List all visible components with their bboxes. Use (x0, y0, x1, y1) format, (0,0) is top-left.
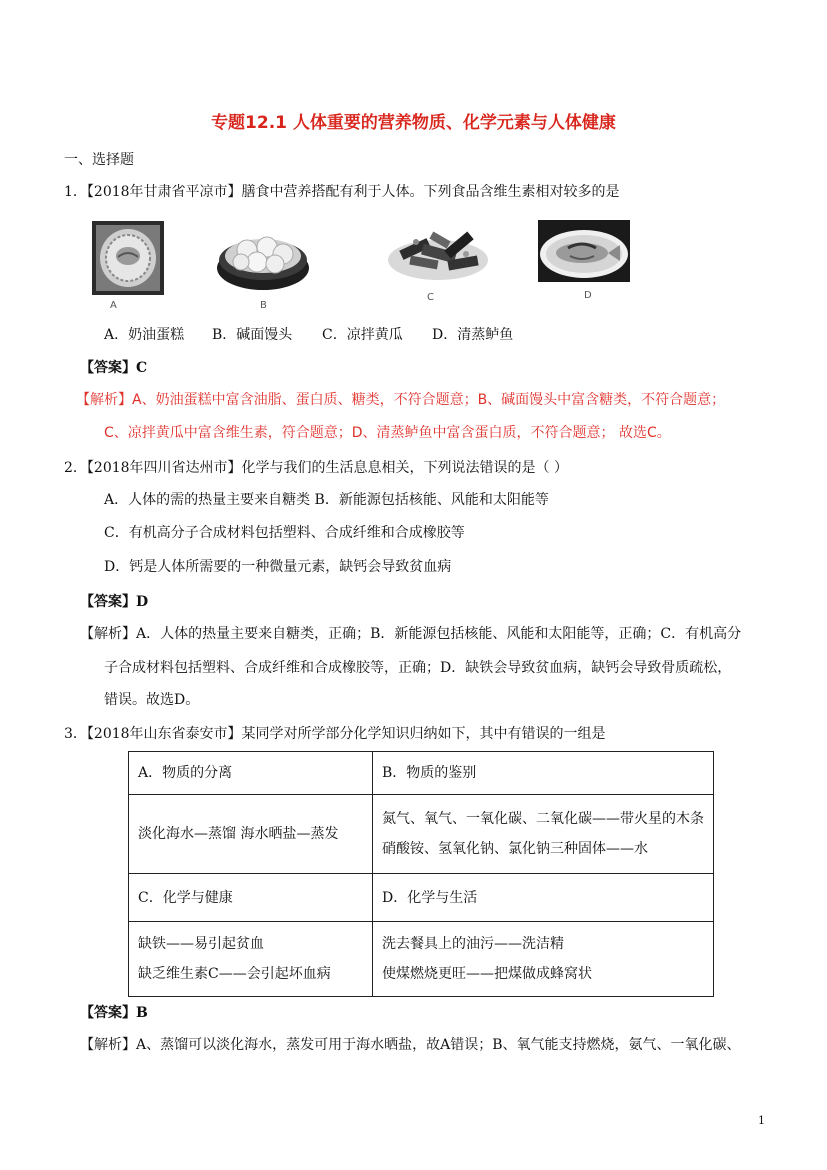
steamed-fish-image (538, 220, 630, 282)
q1-option-a: A．奶油蛋糕 (104, 327, 185, 343)
cell-c-body: 缺铁——易引起贫血 缺乏维生素C——会引起坏血病 (129, 922, 373, 997)
cucumber-salad-image (386, 226, 490, 284)
cell-a-head: A．物质的分离 (129, 752, 373, 795)
q1-analysis-line2: C、凉拌黄瓜中富含维生素，符合题意；D、清蒸鲈鱼中富含蛋白质，不符合题意； 故选C。 (104, 425, 671, 441)
q2-answer: 【答案】D (80, 594, 149, 610)
q3-stem: 3．【2018年山东省泰安市】某同学对所学部分化学知识归纳如下，其中有错误的一组是 (64, 726, 606, 742)
cell-d-body: 洗去餐具上的油污——洗洁精 使煤燃烧更旺——把煤做成蜂窝状 (373, 922, 714, 997)
q3-answer: 【答案】B (80, 1005, 148, 1021)
image-label-a: A (110, 300, 117, 311)
cell-b-body: 氮气、氧气、一氧化碳、二氧化碳——带火星的木条 硝酸铵、氢氧化钠、氯化钠三种固体——水 (373, 795, 714, 874)
q1-option-d: D．清蒸鲈鱼 (432, 327, 514, 343)
q1-option-b: B．碱面馒头 (212, 327, 293, 343)
cell-d-head: D．化学与生活 (373, 874, 714, 922)
q1-stem: 1．【2018年甘肃省平凉市】膳食中营养搭配有利于人体。下列食品含维生素相对较多的是 (64, 184, 620, 200)
q2-option-ab: A．人体的需的热量主要来自糖类 B．新能源包括核能、风能和太阳能等 (104, 492, 549, 508)
cake-image (92, 221, 164, 295)
q1-answer: 【答案】C (80, 360, 148, 376)
cell-c-head: C．化学与健康 (129, 874, 373, 922)
image-label-d: D (584, 290, 592, 301)
q2-option-d: D．钙是人体所需要的一种微量元素，缺钙会导致贫血病 (104, 559, 452, 575)
q1-analysis-line1: 【解析】A、奶油蛋糕中富含油脂、蛋白质、糖类，不符合题意；B、碱面馒头中富含糖类，不符合题意； (76, 392, 726, 408)
q2-analysis-line2: 子合成材料包括塑料、合成纤维和合成橡胶等，正确；D．缺铁会导致贫血病，缺钙会导致骨质疏松， (104, 660, 732, 676)
q3-analysis-line1: 【解析】A、蒸馏可以淡化海水，蒸发可用于海水晒盐，故A错误；B、氧气能支持燃烧，氨气、一氧化碳、 (80, 1037, 741, 1053)
cell-b-head: B．物质的鉴别 (373, 752, 714, 795)
q2-stem: 2．【2018年四川省达州市】化学与我们的生活息息相关，下列说法错误的是（ ） (64, 460, 568, 476)
page-number: 1 (758, 1114, 765, 1127)
section-heading: 一、选择题 (64, 152, 134, 168)
document-title: 专题12.1 人体重要的营养物质、化学元素与人体健康 (211, 113, 616, 133)
q3-summary-table (128, 751, 714, 997)
q2-analysis-line3: 错误。故选D。 (104, 692, 200, 708)
q2-analysis-line1: 【解析】A．人体的热量主要来自糖类，正确；B．新能源包括核能、风能和太阳能等，正确；C．有机高分 (80, 626, 742, 642)
steamed-buns-image (215, 222, 311, 292)
image-label-c: C (427, 292, 434, 303)
q2-option-c: C．有机高分子合成材料包括塑料、合成纤维和合成橡胶等 (104, 525, 465, 541)
cell-a-body: 淡化海水—蒸馏 海水晒盐—蒸发 (129, 795, 373, 874)
image-label-b: B (260, 300, 267, 311)
q1-option-c: C．凉拌黄瓜 (322, 327, 403, 343)
